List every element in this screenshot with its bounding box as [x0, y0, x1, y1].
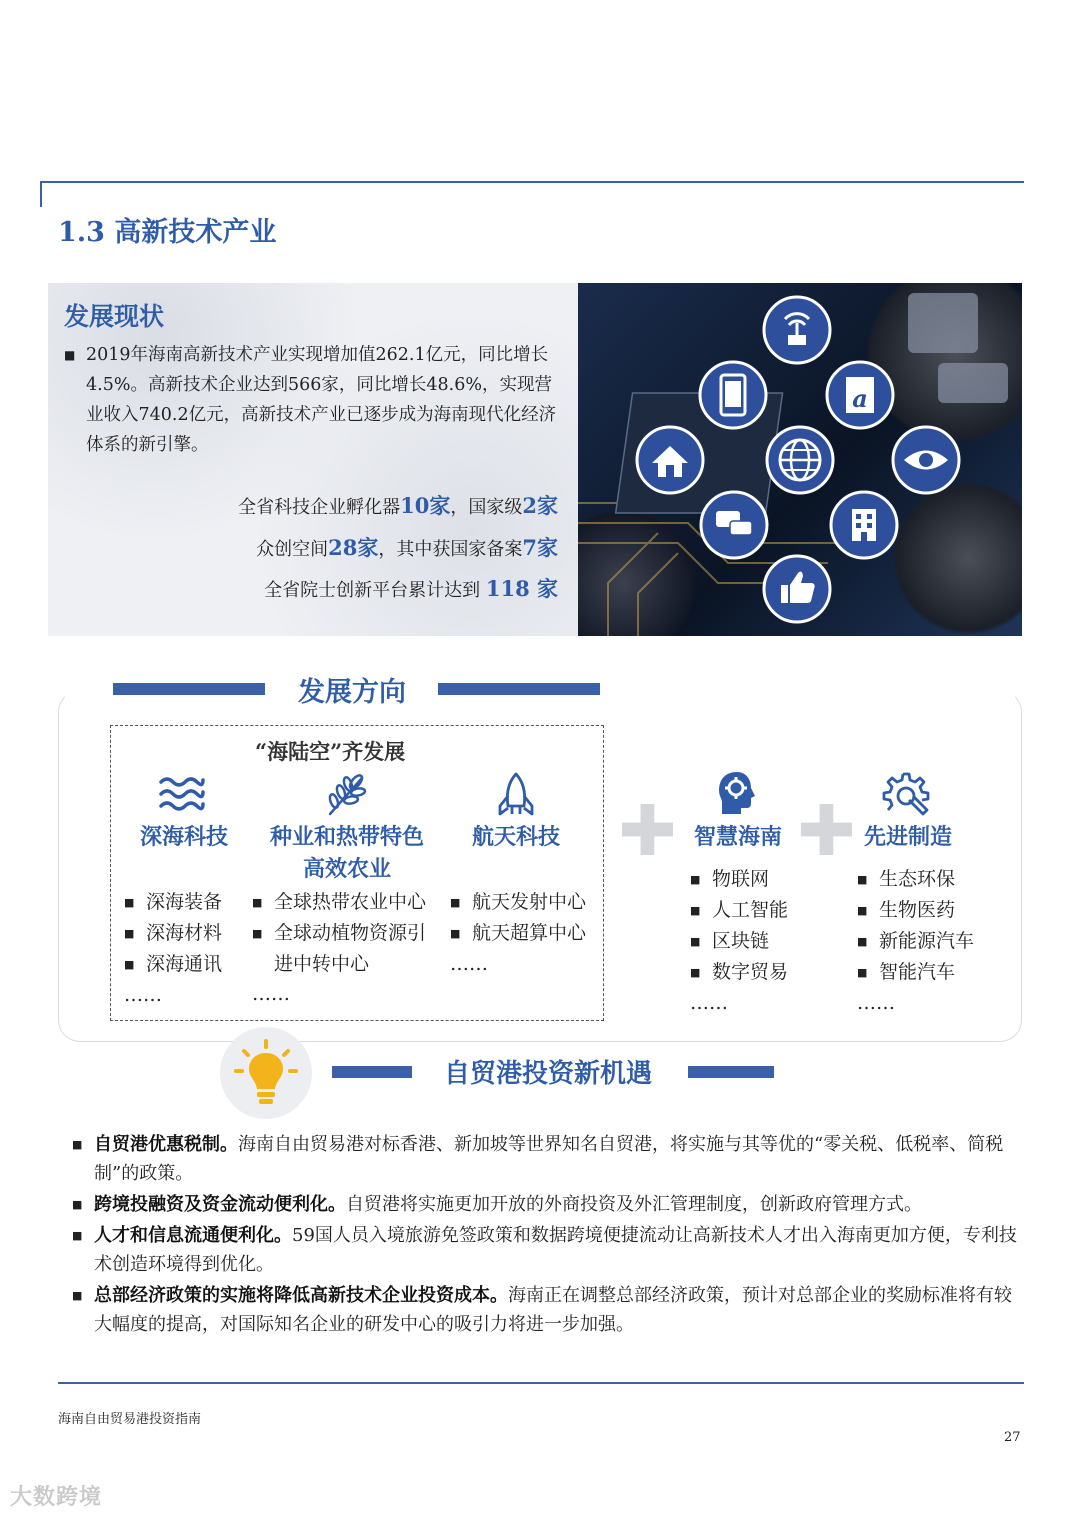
svg-text:a: a — [852, 384, 868, 413]
list-manufacturing — [857, 864, 974, 1018]
list-item: ■ 生态环保 — [857, 868, 956, 890]
list-item: ■ 新能源汽车 — [857, 930, 975, 952]
list-item: ■ 数字贸易 — [690, 961, 789, 983]
brain-gear-icon — [713, 768, 763, 818]
status-paragraph-text: 2019年海南高新技术产业实现增加值262.1亿元，同比增长4.5%。高新技术企业达到566家，同比增长48.6%，实现营业收入740.2亿元，高新技术产业已逐步成为海南现代化经济体系的新引擎。 — [86, 345, 557, 455]
list-item: ■ 航天发射中心 — [450, 891, 587, 913]
list-deep-sea — [124, 887, 222, 1010]
stat-maker-spaces — [256, 532, 558, 562]
stat-text: 全省院士创新平台累计达到 — [264, 580, 486, 601]
ftz-list — [72, 1130, 1027, 1341]
bullet-icon: ■ — [64, 348, 76, 362]
title-bar-right — [438, 683, 600, 695]
category-title-smart-hainan: 智慧海南 — [693, 824, 782, 850]
title-bar-left — [113, 683, 265, 695]
list-item: ■ 生物医药 — [857, 899, 956, 921]
title-bar-left — [332, 1066, 412, 1078]
lightbulb-icon — [220, 1027, 312, 1119]
stat-text: 全省科技企业孵化器 — [238, 497, 401, 518]
footer-title: 海南自由贸易港投资指南 — [58, 1412, 202, 1427]
header-rule-corner — [40, 181, 42, 207]
list-item: 进中转中心 — [274, 953, 370, 975]
section-title: 1.3 高新技术产业 — [58, 217, 277, 248]
list-item: ■ 深海材料 — [124, 922, 223, 944]
list-item: ■ 智能汽车 — [857, 961, 956, 983]
plus-icon: ✚ — [797, 790, 856, 872]
list-item: ■ 总部经济政策的实施将降低高新技术企业投资成本。海南正在调整总部经济政策，预计对总部企业的奖励标准将有较大幅度的提高，对国际知名企业的研发中心的吸引力将进一步加强。 — [72, 1285, 1012, 1335]
list-item: ■ 深海通讯 — [124, 953, 223, 975]
category-title-aerospace: 航天科技 — [471, 824, 560, 850]
watermark: 大数跨境 — [10, 1485, 103, 1510]
direction-title: 发展方向 — [298, 677, 406, 708]
list-aerospace — [450, 887, 586, 979]
list-more: …… — [124, 984, 162, 1006]
stat-number: 28家 — [328, 535, 379, 560]
stat-number: 10家 — [400, 493, 451, 518]
footer-rule — [58, 1382, 1024, 1384]
stat-text: 众创空间 — [256, 539, 329, 560]
bulb-badge — [220, 1027, 312, 1119]
list-more: …… — [690, 992, 728, 1014]
rocket-icon — [491, 770, 541, 820]
title-bar-right — [688, 1066, 774, 1078]
category-title-agriculture: 种业和热带特色 — [269, 824, 424, 850]
list-item: ■ 深海装备 — [124, 891, 223, 913]
circuit-illustration — [578, 283, 1022, 636]
list-item: ■ 全球热带农业中心 — [252, 891, 427, 913]
gear-wrench-icon — [881, 770, 931, 820]
list-more: …… — [450, 953, 488, 975]
plus-icon: ✚ — [618, 790, 677, 872]
list-agriculture — [252, 887, 426, 1009]
category-title-manufacturing: 先进制造 — [863, 824, 952, 850]
tech-image — [578, 283, 1022, 636]
status-paragraph — [64, 340, 564, 460]
category-title-deep-sea: 深海科技 — [139, 824, 228, 850]
stat-academician-platforms — [264, 573, 558, 603]
waves-icon — [157, 770, 207, 820]
list-item: ■ 航天超算中心 — [450, 922, 587, 944]
ftz-title: 自贸港投资新机遇 — [444, 1059, 653, 1089]
land-sea-air-label: “海陆空”齐发展 — [255, 739, 406, 764]
list-item: ■ 跨境投融资及资金流动便利化。自贸港将实施更加开放的外商投资及外汇管理制度，创新政府管理方式。 — [72, 1194, 922, 1215]
stat-incubators — [238, 490, 558, 520]
list-item: ■ 自贸港优惠税制。海南自由贸易港对标香港、新加坡等世界知名自贸港，将实施与其等优的“零关税、低税率、简税制”的政策。 — [72, 1134, 1004, 1184]
list-smart-hainan — [690, 864, 788, 1018]
wheat-icon — [322, 770, 372, 820]
header-rule — [40, 181, 1024, 183]
list-item: ■ 人才和信息流通便利化。59国人员入境旅游免签政策和数据跨境便捷流动让高新技术人才出入海南更加方便，专利技术创造环境得到优化。 — [72, 1225, 1017, 1275]
list-item: ■ 人工智能 — [690, 899, 789, 921]
list-more: …… — [857, 992, 895, 1014]
stat-number: 2家 — [522, 493, 558, 518]
page-number: 27 — [1004, 1430, 1021, 1445]
list-item: ■ 物联网 — [690, 868, 770, 890]
stat-number: 7家 — [522, 535, 558, 560]
stat-text: ，其中获国家备案 — [378, 539, 523, 560]
list-item: ■ 区块链 — [690, 930, 770, 952]
list-more: …… — [252, 983, 290, 1005]
category-title-agriculture-line2: 高效农业 — [302, 856, 391, 882]
list-item: ■ 全球动植物资源引 — [252, 922, 427, 944]
status-heading: 发展现状 — [64, 302, 165, 331]
stat-number: 118 家 — [485, 576, 558, 601]
stat-text: ，国家级 — [450, 497, 523, 518]
